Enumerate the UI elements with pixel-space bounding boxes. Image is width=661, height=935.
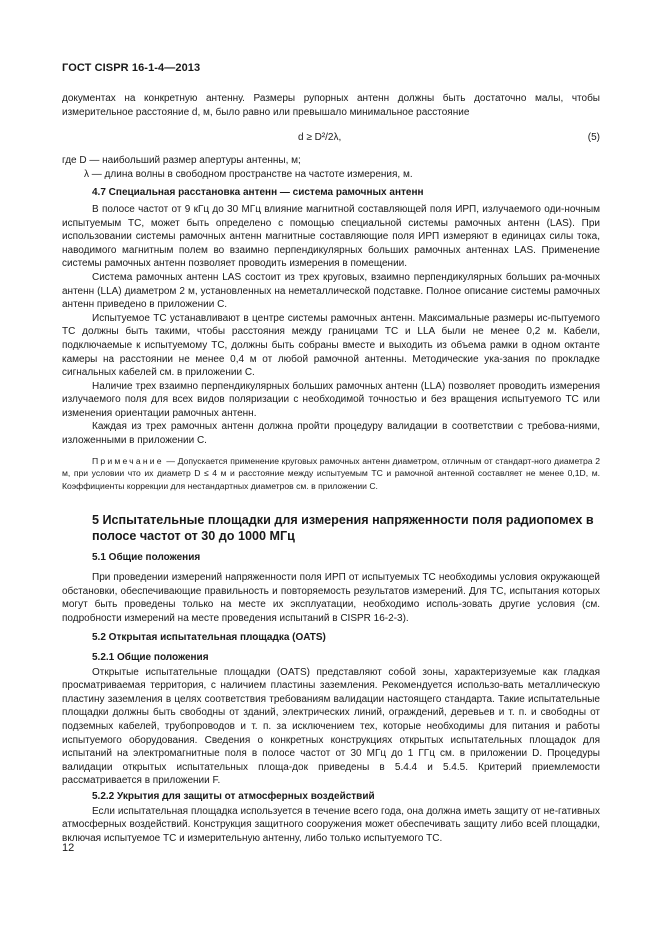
document-body bbox=[62, 92, 600, 845]
section-4-7-paragraph-2: Система рамочных антенн LAS состоит из трех круговых, взаимно перпендикулярных больших ра-мочных антенн (LLA) диаметром 2 м, установленных на неметаллической подставке. Полное описание системы рамочных антенн приведено в приложении C. bbox=[62, 271, 600, 311]
formula-legend bbox=[62, 154, 600, 181]
section-4-7-paragraph-5: Каждая из трех рамочных антенн должна пройти процедуру валидации в соответствии с требова-ниями, изложенными в приложении C. bbox=[62, 421, 600, 447]
section-5-1-paragraph: При проведении измерений напряженности поля ИРП от испытуемых ТС необходимы условия окружающей обстановки, обеспечивающие правильность и повторяемость результатов измерений. Для ТС, испытания которых могут быть проведены только на месте их эксплуатации, необходимо исполь-зовать другие условия (см. подробности измерений на месте проведения испытаний в CISPR 16-2-3). bbox=[62, 572, 600, 624]
section-5-2-2-paragraph: Если испытательная площадка используется в течение всего года, она должна иметь защиту от не-гативных атмосферных воздействий. Конструкция защитного сооружения может обеспечивать защиту либо всей площадки, включая испытуемое ТС и измерительную антенну, либо только испытуемого ТС. bbox=[62, 805, 600, 844]
section-4-7-paragraph-4: Наличие трех взаимно перпендикулярных больших рамочных антенн (LLA) позволяет проводить измерения излучаемого поля для всех видов поляризации с необходимой точностью и без вращения испытуемого ТС или изменения ориентации рамочных антенн. bbox=[62, 380, 600, 419]
formula-expression: d ≥ D²/2λ, bbox=[298, 132, 342, 144]
page-number: 12 bbox=[62, 842, 75, 854]
section-4-7-heading: 4.7 Специальная расстановка антенн — система рамочных антенн bbox=[92, 187, 424, 199]
section-5-2-1-paragraph: Открытые испытательные площадки (OATS) представляют собой зоны, характеризуемые как гладкая просматриваемая территория, с наличием пластины заземления. Рекомендуется использо-вать металлическую пластину заземления в целях соответствия требованиям валидации настоящего стандарта. Такие испытательные площадки должны быть свободны от зданий, электрических линий, ограждений, деревьев и т. п. и свободны от подземных кабелей, трубопроводов и т. п. за исключением тех, которые необходимы для питания и работы испытуемого оборудования. Сведения о конкретных конструкциях открытых испытательных площадок для испытаний на электромагнитные поля в полосе частот от 30 МГц до 1 ГГц см. в приложении D. Процедуры валидации открытых испытательных площа-док приведены в 5.4.4 и 5.4.5. Критерий приемлемости рассматривается в приложении F. bbox=[62, 666, 600, 787]
note-label: Примечание bbox=[92, 455, 164, 466]
intro-paragraph: документах на конкретную антенну. Размеры рупорных антенн должны быть достаточно малы, чтобы измерительное расстояние d, м, было равно или превышало минимальное расстояние bbox=[62, 93, 600, 118]
legend-line-lambda: λ — длина волны в свободном пространстве на частоте измерения, м. bbox=[84, 168, 413, 180]
section-5-2-heading: 5.2 Открытая испытательная площадка (OATS) bbox=[92, 632, 326, 644]
note-text: — Допускается применение круговых рамочных антенн диаметром, отличным от стандарт-ного диаметра 2 м, при условии что их диаметр D ≤ 4 м и расстояние между испытуемым ТС и рамочной антенной составляет не менее 0,1D, м. Коэффициенты коррекции для нестандартных диаметров см. в приложении C. bbox=[62, 455, 600, 491]
formula-number: (5) bbox=[587, 132, 600, 144]
section-5-heading: 5 Испытательные площадки для измерения напряженности поля радиопомех в полосе частот от 30 до 1000 МГц bbox=[92, 513, 594, 544]
section-4-7-paragraph-1: В полосе частот от 9 кГц до 30 МГц влияние магнитной составляющей поля ИРП, излучаемого оди-ночным испытуемым ТС, может быть определено с помощью специальной системы рамочных антенн (LAS). При использовании системы рамочных антенн магнитные составляющие поля ИРП измеряют в единицах силы тока, наводимого магнитным полем во взаимно перпендикулярных больших рамочных антеннах LAS. Применение системы рамочных антенн позволяет проводить измерения в помещении. bbox=[62, 203, 600, 270]
section-5-2-1-heading: 5.2.1 Общие положения bbox=[92, 652, 209, 663]
document-code-header: ГОСТ CISPR 16-1-4—2013 bbox=[62, 62, 201, 74]
formula-5 bbox=[62, 131, 600, 147]
legend-line-d: где D — наибольший размер апертуры антенны, м; bbox=[62, 155, 301, 167]
note-paragraph bbox=[62, 455, 600, 493]
section-5-2-2-heading: 5.2.2 Укрытия для защиты от атмосферных воздействий bbox=[92, 790, 375, 802]
section-4-7-paragraph-3: Испытуемое ТС устанавливают в центре системы рамочных антенн. Максимальные размеры ис-пытуемого ТС должны быть такими, чтобы расстояния между границами ТС и LLA были не менее 0,2 м. Кабели, подключаемые к испытуемому ТС, должны быть собраны вместе и выходить из объема рамки в одном октанте камеры на расстоянии не менее 0,4 м от любой рамочной антенны. Методические ука-зания по прокладке сигнальных кабелей см. в приложении C. bbox=[62, 312, 600, 379]
section-5-1-heading: 5.1 Общие положения bbox=[92, 552, 201, 564]
